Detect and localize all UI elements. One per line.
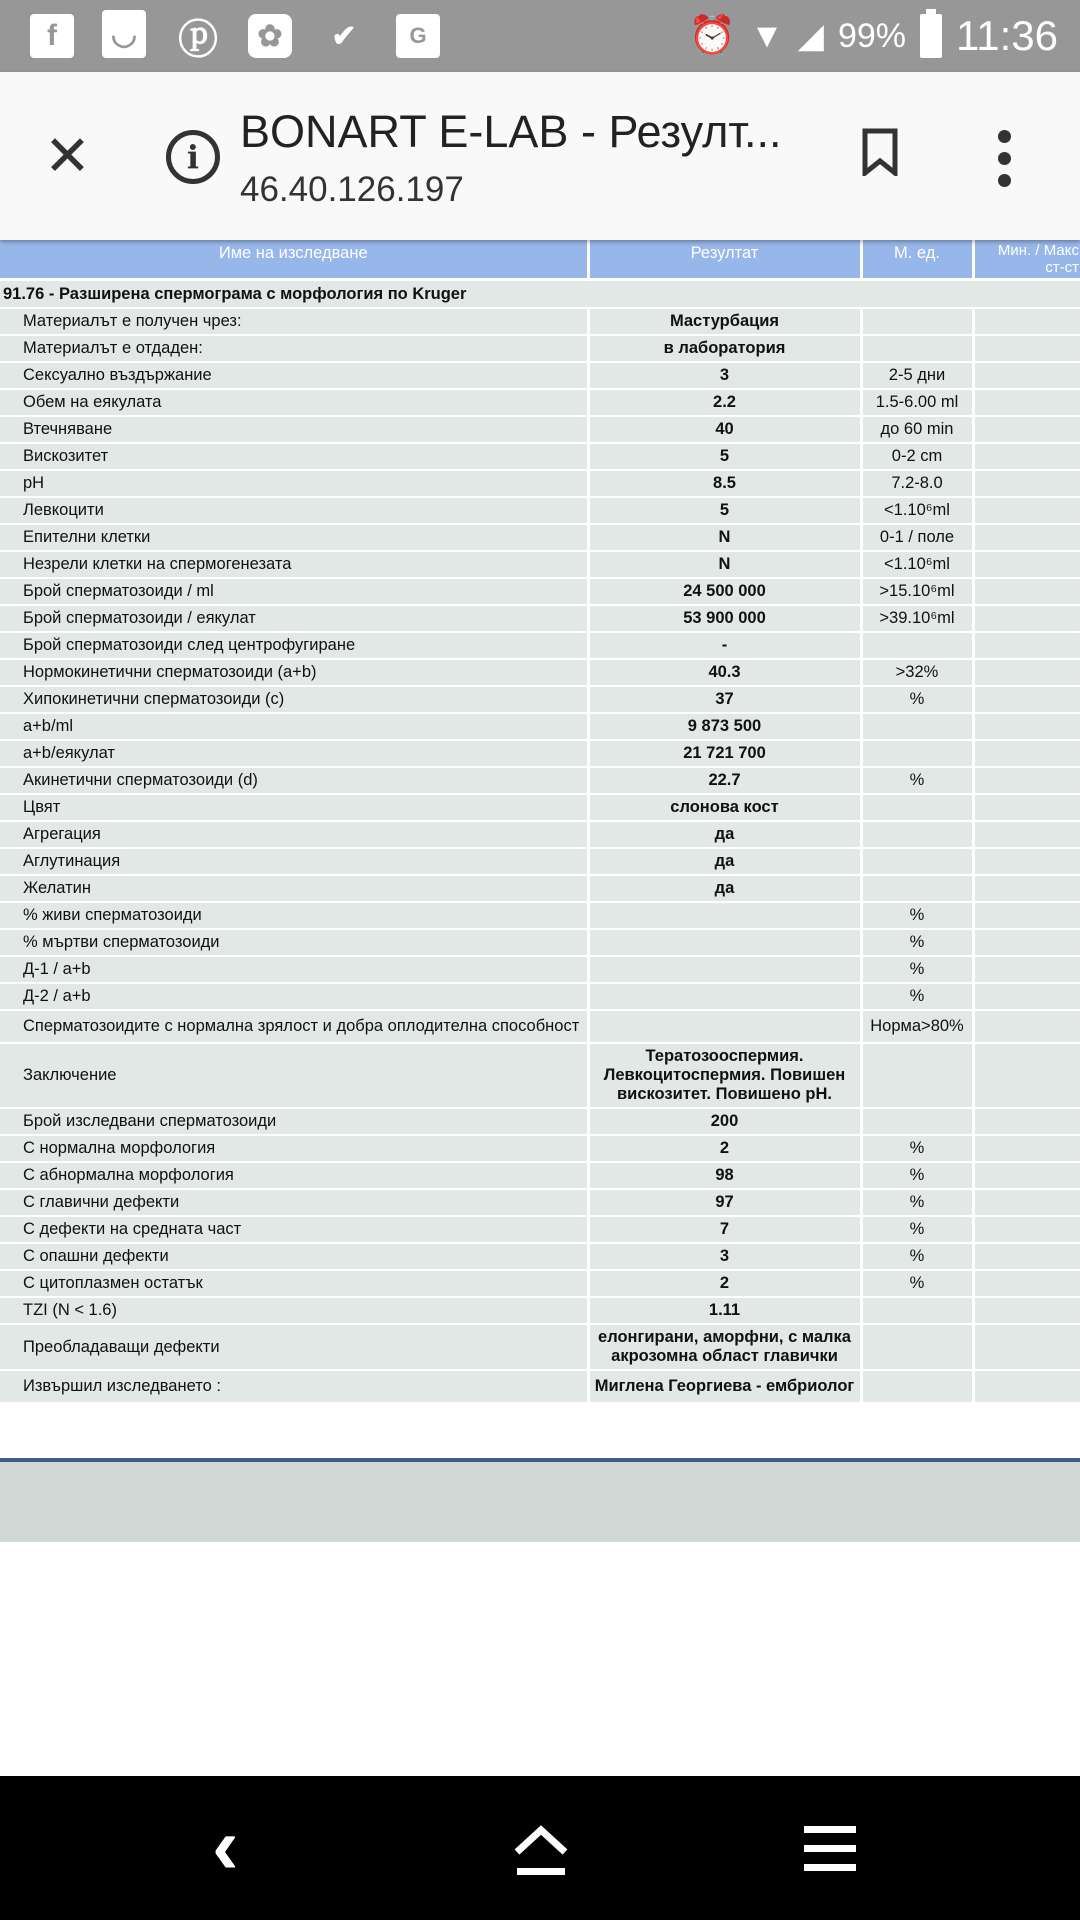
row-minmax [973, 1297, 1080, 1324]
row-result: 40 [588, 416, 861, 443]
table-row [0, 308, 1080, 335]
row-result: 24 500 000 [588, 578, 861, 605]
row-minmax [973, 362, 1080, 389]
row-unit: % [861, 1243, 973, 1270]
row-name: Хипокинетични сперматозоиди (c) [0, 686, 588, 713]
row-name: С главични дефекти [0, 1189, 588, 1216]
header-result: Резултат [588, 240, 861, 280]
row-minmax [973, 983, 1080, 1010]
row-minmax [973, 1010, 1080, 1043]
row-minmax [973, 308, 1080, 335]
row-unit: % [861, 956, 973, 983]
table-row [0, 848, 1080, 875]
row-result: 3 [588, 1243, 861, 1270]
row-name: С дефекти на средната част [0, 1216, 588, 1243]
row-name: Левкоцити [0, 497, 588, 524]
page-title: BONART E-LAB - Резулт... [240, 106, 782, 157]
row-minmax [973, 470, 1080, 497]
row-result: да [588, 875, 861, 902]
row-result [588, 983, 861, 1010]
table-row [0, 416, 1080, 443]
row-result: 21 721 700 [588, 740, 861, 767]
row-name: a+b/еякулат [0, 740, 588, 767]
row-name: Брой изследвани сперматозоиди [0, 1108, 588, 1135]
row-unit: до 60 min [861, 416, 973, 443]
table-header [0, 240, 1080, 280]
row-minmax [973, 389, 1080, 416]
row-minmax [973, 794, 1080, 821]
table-row [0, 713, 1080, 740]
row-unit [861, 713, 973, 740]
table-row [0, 1108, 1080, 1135]
row-minmax [973, 902, 1080, 929]
row-unit: >39.10⁶ml [861, 605, 973, 632]
checkmark-app-icon: ✔ [331, 19, 357, 53]
row-name: Вискозитет [0, 443, 588, 470]
row-unit [861, 740, 973, 767]
row-minmax [973, 632, 1080, 659]
row-name: pH [0, 470, 588, 497]
row-name: Епителни клетки [0, 524, 588, 551]
row-name: Брой сперматозоиди след центрофугиране [0, 632, 588, 659]
row-result [588, 956, 861, 983]
row-minmax [973, 713, 1080, 740]
table-row [0, 1297, 1080, 1324]
row-minmax [973, 1189, 1080, 1216]
row-name: Нормокинетични сперматозоиди (a+b) [0, 659, 588, 686]
row-name: Акинетични сперматозоиди (d) [0, 767, 588, 794]
table-row [0, 443, 1080, 470]
row-unit: 7.2-8.0 [861, 470, 973, 497]
row-unit [861, 848, 973, 875]
row-minmax [973, 497, 1080, 524]
wifi-icon: ▼ [750, 16, 784, 55]
menu-icon[interactable] [804, 1824, 856, 1874]
row-unit: % [861, 1270, 973, 1297]
row-unit [861, 794, 973, 821]
row-name: С абнормална морфология [0, 1162, 588, 1189]
row-result: 53 900 000 [588, 605, 861, 632]
table-row [0, 659, 1080, 686]
row-result: елонгирани, аморфни, с малка акрозомна област главички [588, 1324, 861, 1370]
row-unit [861, 1297, 973, 1324]
section-row [0, 280, 1080, 309]
row-unit [861, 875, 973, 902]
row-name: Незрели клетки на спермогенезата [0, 551, 588, 578]
table-row [0, 794, 1080, 821]
header-unit: М. ед. [861, 240, 973, 280]
table-row [0, 1270, 1080, 1297]
row-name: Брой сперматозоиди / еякулат [0, 605, 588, 632]
alarm-icon: ⏰ [688, 15, 737, 57]
row-name: Желатин [0, 875, 588, 902]
row-name: Материалът е отдаден: [0, 335, 588, 362]
row-result: в лаборатория [588, 335, 861, 362]
row-result: 7 [588, 1216, 861, 1243]
row-unit: >32% [861, 659, 973, 686]
row-result [588, 1010, 861, 1043]
row-name: Д-1 / a+b [0, 956, 588, 983]
row-name: Агрегация [0, 821, 588, 848]
row-unit: % [861, 983, 973, 1010]
row-unit [861, 632, 973, 659]
row-minmax [973, 848, 1080, 875]
row-unit: 2-5 дни [861, 362, 973, 389]
row-result: 5 [588, 443, 861, 470]
row-name: Материалът е получен чрез: [0, 308, 588, 335]
row-unit: % [861, 929, 973, 956]
table-row [0, 1010, 1080, 1043]
row-result: 2 [588, 1270, 861, 1297]
table-row [0, 551, 1080, 578]
row-minmax [973, 929, 1080, 956]
row-result: слонова кост [588, 794, 861, 821]
pinterest-icon: ⓟ [178, 17, 218, 62]
clock: 11:36 [956, 12, 1058, 59]
shopping-bag-icon: ◡ [102, 10, 146, 58]
row-name: С нормална морфология [0, 1135, 588, 1162]
info-icon[interactable]: i [166, 130, 220, 184]
table-row [0, 578, 1080, 605]
row-unit [861, 821, 973, 848]
row-name: Извършил изследването : [0, 1370, 588, 1403]
row-result [588, 902, 861, 929]
row-unit: % [861, 686, 973, 713]
table-row [0, 1189, 1080, 1216]
navigation-bar [0, 1776, 1080, 1920]
row-result: N [588, 551, 861, 578]
row-unit: <1.10⁶ml [861, 551, 973, 578]
row-name: С опашни дефекти [0, 1243, 588, 1270]
row-result: 1.11 [588, 1297, 861, 1324]
table-row [0, 470, 1080, 497]
row-unit: 0-2 cm [861, 443, 973, 470]
battery-percent: 99% [837, 16, 906, 55]
row-result: 8.5 [588, 470, 861, 497]
row-minmax [973, 1324, 1080, 1370]
row-unit: % [861, 1189, 973, 1216]
table-row [0, 956, 1080, 983]
row-result: 5 [588, 497, 861, 524]
row-unit: % [861, 1216, 973, 1243]
table-row [0, 1324, 1080, 1370]
table-row [0, 1135, 1080, 1162]
row-minmax [973, 686, 1080, 713]
row-name: Преобладаващи дефекти [0, 1324, 588, 1370]
table-row [0, 1243, 1080, 1270]
section-title: 91.76 - Разширена спермограма с морфология по Kruger [0, 280, 1080, 309]
row-minmax [973, 1108, 1080, 1135]
row-result: 3 [588, 362, 861, 389]
row-result: Мастурбация [588, 308, 861, 335]
flower-app-icon: ✿ [248, 14, 292, 58]
bookmark-icon[interactable] [862, 128, 898, 176]
row-minmax [973, 1216, 1080, 1243]
row-minmax [973, 551, 1080, 578]
row-minmax [973, 1135, 1080, 1162]
row-unit [861, 1043, 973, 1108]
row-minmax [973, 1043, 1080, 1108]
row-result: 2.2 [588, 389, 861, 416]
battery-icon [920, 14, 942, 58]
row-minmax [973, 605, 1080, 632]
row-name: Заключение [0, 1043, 588, 1108]
row-result: 98 [588, 1162, 861, 1189]
row-result: да [588, 821, 861, 848]
row-minmax [973, 1370, 1080, 1403]
table-row [0, 605, 1080, 632]
row-result: Тератозооспермия. Левкоцитоспермия. Повишен вискозитет. Повишено pH. [588, 1043, 861, 1108]
row-minmax [973, 524, 1080, 551]
table-row [0, 929, 1080, 956]
status-bar [0, 0, 1080, 72]
table-row [0, 362, 1080, 389]
page-footer [0, 1462, 1080, 1542]
row-name: % мъртви сперматозоиди [0, 929, 588, 956]
back-icon[interactable]: ‹ [212, 1801, 239, 1890]
row-minmax [973, 335, 1080, 362]
table-row [0, 389, 1080, 416]
row-result: 200 [588, 1108, 861, 1135]
row-name: Втечняване [0, 416, 588, 443]
table-row [0, 335, 1080, 362]
more-options-icon[interactable] [998, 130, 1012, 196]
row-minmax [973, 443, 1080, 470]
signal-icon: ◢ [797, 17, 824, 55]
table-row [0, 1043, 1080, 1108]
row-name: TZI (N < 1.6) [0, 1297, 588, 1324]
row-result: 37 [588, 686, 861, 713]
row-name: Д-2 / a+b [0, 983, 588, 1010]
row-unit: % [861, 902, 973, 929]
row-name: Сперматозоидите с нормална зрялост и добра оплодителна способност [0, 1010, 588, 1043]
row-minmax [973, 956, 1080, 983]
row-name: a+b/ml [0, 713, 588, 740]
results-table [0, 240, 1080, 1404]
row-unit [861, 1324, 973, 1370]
page-url[interactable]: 46.40.126.197 [240, 170, 464, 209]
row-unit [861, 335, 973, 362]
row-result: Миглена Георгиева - ембриолог [588, 1370, 861, 1403]
row-unit [861, 308, 973, 335]
row-unit: 1.5-6.00 ml [861, 389, 973, 416]
table-row [0, 902, 1080, 929]
row-unit: 0-1 / поле [861, 524, 973, 551]
header-minmax: Мин. / Макс ст-ст [973, 240, 1080, 280]
row-result: да [588, 848, 861, 875]
table-row [0, 1216, 1080, 1243]
row-unit: <1.10⁶ml [861, 497, 973, 524]
close-icon[interactable]: ✕ [44, 124, 91, 187]
row-unit: % [861, 767, 973, 794]
row-unit [861, 1108, 973, 1135]
row-unit [861, 1370, 973, 1403]
row-result [588, 929, 861, 956]
home-up-icon[interactable] [512, 1822, 570, 1878]
row-name: С цитоплазмен остатък [0, 1270, 588, 1297]
google-maps-icon: G [396, 14, 440, 58]
row-unit: % [861, 1162, 973, 1189]
row-result: 40.3 [588, 659, 861, 686]
table-row [0, 686, 1080, 713]
browser-toolbar [0, 72, 1080, 240]
table-row [0, 497, 1080, 524]
row-result: 97 [588, 1189, 861, 1216]
row-minmax [973, 1243, 1080, 1270]
row-unit: % [861, 1135, 973, 1162]
table-row [0, 821, 1080, 848]
row-result: 22.7 [588, 767, 861, 794]
row-name: Сексуално въздържание [0, 362, 588, 389]
row-minmax [973, 659, 1080, 686]
row-minmax [973, 821, 1080, 848]
row-result: 9 873 500 [588, 713, 861, 740]
row-name: % живи сперматозоиди [0, 902, 588, 929]
header-name: Име на изследване [0, 240, 588, 280]
row-minmax [973, 1270, 1080, 1297]
row-result: - [588, 632, 861, 659]
row-unit: Норма>80% [861, 1010, 973, 1043]
row-name: Брой сперматозоиди / ml [0, 578, 588, 605]
table-row [0, 524, 1080, 551]
row-name: Аглутинация [0, 848, 588, 875]
table-row [0, 983, 1080, 1010]
row-result: N [588, 524, 861, 551]
row-minmax [973, 875, 1080, 902]
row-name: Цвят [0, 794, 588, 821]
row-unit: >15.10⁶ml [861, 578, 973, 605]
row-name: Обем на еякулата [0, 389, 588, 416]
results-page [0, 240, 1080, 1404]
table-row [0, 1370, 1080, 1403]
table-row [0, 767, 1080, 794]
row-minmax [973, 416, 1080, 443]
facebook-icon: f [30, 14, 74, 58]
row-minmax [973, 740, 1080, 767]
table-row [0, 1162, 1080, 1189]
table-row [0, 632, 1080, 659]
table-row [0, 740, 1080, 767]
row-minmax [973, 578, 1080, 605]
row-minmax [973, 1162, 1080, 1189]
table-row [0, 875, 1080, 902]
row-result: 2 [588, 1135, 861, 1162]
row-minmax [973, 767, 1080, 794]
